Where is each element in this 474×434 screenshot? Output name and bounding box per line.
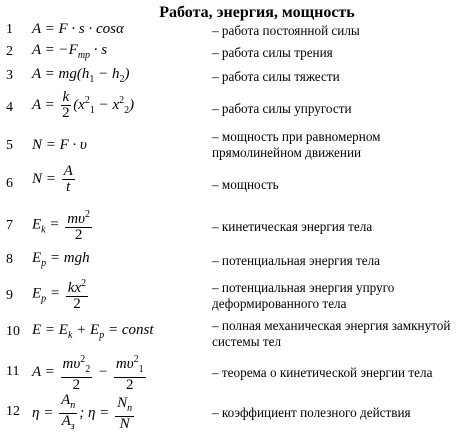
formula-work-elastic: A = $\frac{k}{2}$ $(x^2_1 - x^2_2)$ <box>32 89 135 121</box>
row-description: – полная механическая энергия замкнутой системы тел <box>212 318 451 349</box>
formula-work-friction: $A = -F_{тр} \cdot s$ <box>32 42 108 61</box>
formula-kinetic-energy: $E_k$ = $\frac{m\upsilon^2}{2}$ <box>32 209 90 243</box>
formula-kinetic-energy-theorem: A = $\frac{m\upsilon^2_2}{2}$ − $\frac{m\upsilon^2_1}{2}$ <box>32 354 144 393</box>
page-title: Работа, энергия, мощность <box>159 4 355 21</box>
row-description: – мощность <box>212 177 279 192</box>
formula-work-constant-force: A = F · s · cosα <box>32 21 124 37</box>
formula-potential-energy: $E_p$ = mgh <box>32 250 90 269</box>
row-description: – работа постоянной силы <box>212 23 360 38</box>
row-number: 2 <box>6 44 13 59</box>
row-number: 10 <box>6 324 20 339</box>
row-description: – работа силы тяжести <box>212 69 340 84</box>
row-description: – потенциальная энергия тела <box>212 253 381 268</box>
formula-total-mechanical-energy: $E = E_k + E_p$ = const <box>32 322 154 341</box>
row-number: 4 <box>6 100 13 115</box>
row-description: – работа силы трения <box>212 45 333 60</box>
formula-power: N = $\frac{A}{t}$ <box>32 163 73 195</box>
row-description: – теорема о кинетической энергии тела <box>212 365 433 380</box>
formula-efficiency: η = $\frac{A_п}{A_з}$ ; η = $\frac{N_п}{N}$ <box>32 392 133 432</box>
row-number: 6 <box>6 176 13 191</box>
row-number: 3 <box>6 68 13 83</box>
formula-work-gravity: $A = mg(h_1 - h_2)$ <box>32 66 130 85</box>
row-number: 11 <box>6 364 20 379</box>
row-number: 7 <box>6 218 13 233</box>
row-description: – потенциальная энергия упруго деформированного тела <box>212 280 395 311</box>
row-number: 12 <box>6 404 20 419</box>
formula-power-uniform-motion: N = F · υ <box>32 137 87 153</box>
row-description: – работа силы упругости <box>212 101 352 116</box>
row-description: – кинетическая энергия тела <box>212 219 373 234</box>
row-number: 8 <box>6 252 13 267</box>
row-description: – коэффициент полезного действия <box>212 405 411 420</box>
row-number: 5 <box>6 138 13 153</box>
row-number: 9 <box>6 288 13 303</box>
row-description: – мощность при равномерном прямолинейном движении <box>212 129 381 160</box>
formula-elastic-potential-energy: $E_p$ = $\frac{kx^2}{2}$ <box>32 278 87 312</box>
row-number: 1 <box>6 22 13 37</box>
